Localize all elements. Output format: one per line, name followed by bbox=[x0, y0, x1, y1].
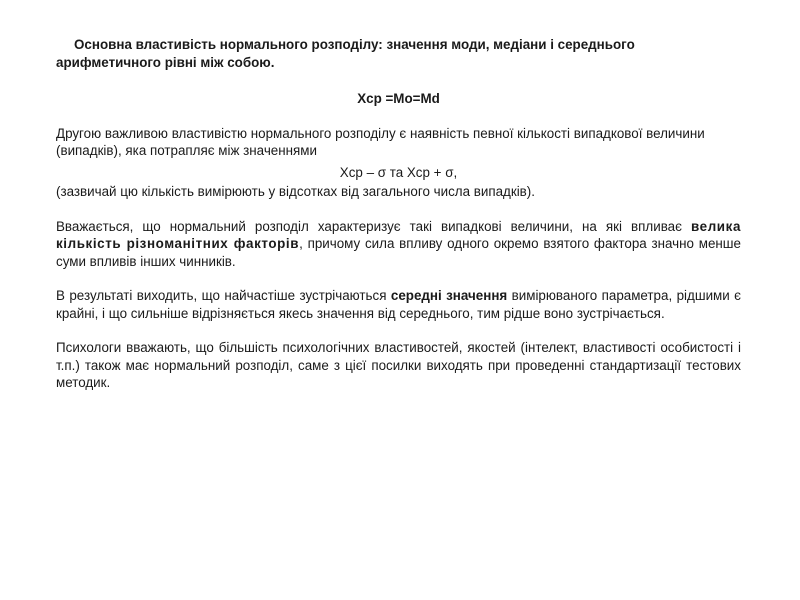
average-text-before: В результаті виходить, що найчастіше зустрічаються bbox=[56, 288, 391, 303]
slide-content bbox=[56, 36, 741, 392]
factors-text-before: Вважається, що нормальний розподіл характеризує такі випадкові величини, на які впливає bbox=[56, 218, 691, 234]
average-text-after: вимірюваного параметра, рідшими є крайні, і що сильніше відрізняється якесь значення від середнього, тим рідше воно зустрічається. bbox=[56, 288, 741, 321]
paragraph-percent-note: (зазвичай цю кількість вимірюють у відсотках від загального числа випадків). bbox=[56, 184, 535, 199]
paragraph-second-property: Другою важливою властивістю нормального розподілу є наявність певної кількості випадкової величини (випадків), яка потрапляє між значеннями bbox=[56, 125, 705, 158]
factors-text-after: , причому сила впливу одного окремо взятого фактора значно менше суми впливів інших чинників. bbox=[56, 236, 742, 269]
slide-heading: Основна властивість нормального розподілу: значення моди, медіани і середнього арифметичного рівні між собою. bbox=[56, 37, 635, 70]
average-bold-text: середні значення bbox=[390, 288, 508, 303]
formula-mean-mode-median: Хср =Мо=Md bbox=[357, 91, 440, 106]
factors-bold-text: велика кількість різноманітних факторів bbox=[56, 218, 741, 251]
paragraph-factors bbox=[56, 218, 741, 271]
formula-sigma-range: Хср – σ та Хср + σ, bbox=[339, 164, 458, 180]
paragraph-average-values bbox=[56, 287, 741, 322]
paragraph-psychologists: Психологи вважають, що більшість психологічних властивостей, якостей (інтелект, властивості особистості і т.п.) також має нормальний розподіл, саме з цієї посилки виходять при проведенні стандартизації тестових методик. bbox=[56, 340, 741, 390]
